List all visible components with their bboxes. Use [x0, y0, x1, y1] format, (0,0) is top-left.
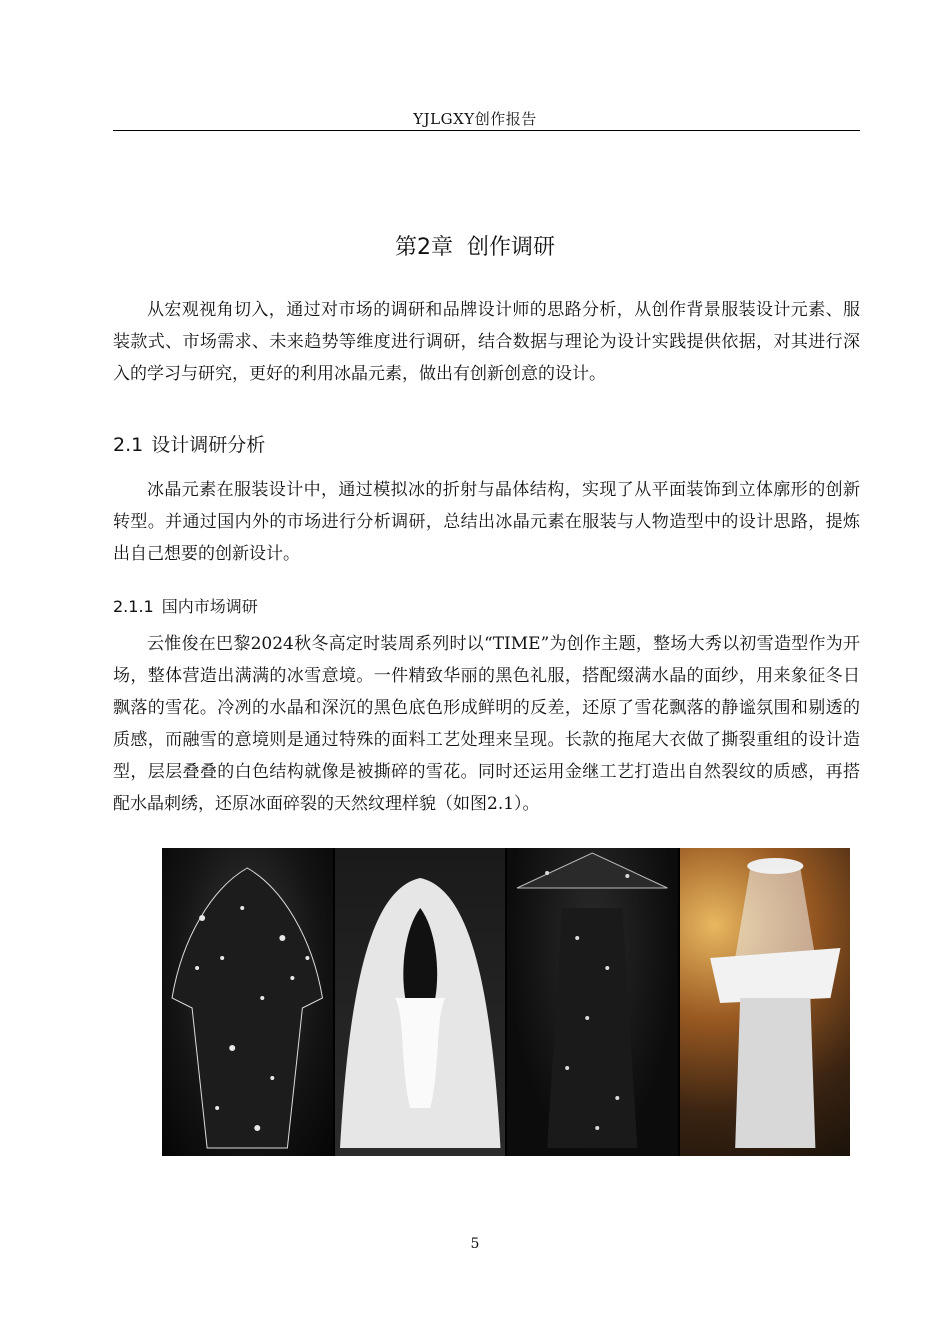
section-heading: [113, 430, 265, 457]
intro-paragraph: 从宏观视角切入，通过对市场的调研和品牌设计师的思路分析，从创作背景服装设计元素、服装款式、市场需求、未来趋势等维度进行调研，结合数据与理论为设计实践提供依据，对其进行深入的学习与研究，更好的利用冰晶元素，做出有创新创意的设计。: [113, 300, 860, 384]
subsection-title: 国内市场调研: [161, 597, 258, 616]
page-number: 5: [470, 1236, 480, 1252]
running-header: YJLGXY创作报告: [413, 110, 537, 128]
chapter-title: [0, 230, 950, 261]
runway-photo-umbrella-look: [507, 848, 678, 1156]
section-title: 设计调研分析: [151, 434, 266, 456]
header-divider: [113, 130, 860, 131]
chapter-name: 创作调研: [466, 235, 555, 260]
subsection-heading: [113, 594, 258, 617]
runway-photo-veiled-white-look: [680, 848, 851, 1156]
runway-photo-black-gown: [162, 848, 333, 1156]
subsection-number: 2.1.1: [113, 597, 154, 616]
runway-photo-figure: [162, 848, 850, 1156]
section-paragraph: 冰晶元素在服装设计中，通过模拟冰的折射与晶体结构，实现了从平面装饰到立体廓形的创新转型。并通过国内外的市场进行分析调研，总结出冰晶元素在服装与人物造型中的设计思路，提炼出自己想要的创新设计。: [113, 480, 860, 564]
chapter-number: 第2章: [394, 235, 453, 260]
runway-photo-white-coat: [335, 848, 506, 1156]
section-number: 2.1: [113, 434, 144, 456]
subsection-paragraph: 云惟俊在巴黎2024秋冬高定时装周系列时以“TIME”为创作主题，整场大秀以初雪造型作为开场，整体营造出满满的冰雪意境。一件精致华丽的黑色礼服，搭配缀满水晶的面纱，用来象征冬日飘落的雪花。冷冽的水晶和深沉的黑色底色形成鲜明的反差，还原了雪花飘落的静谧氛围和剔透的质感，而融雪的意境则是通过特殊的面料工艺处理来呈现。长款的拖尾大衣做了撕裂重组的设计造型，层层叠叠的白色结构就像是被撕碎的雪花。同时还运用金继工艺打造出自然裂纹的质感，再搭配水晶刺绣，还原冰面碎裂的天然纹理样貌（如图2.1）。: [113, 634, 860, 814]
